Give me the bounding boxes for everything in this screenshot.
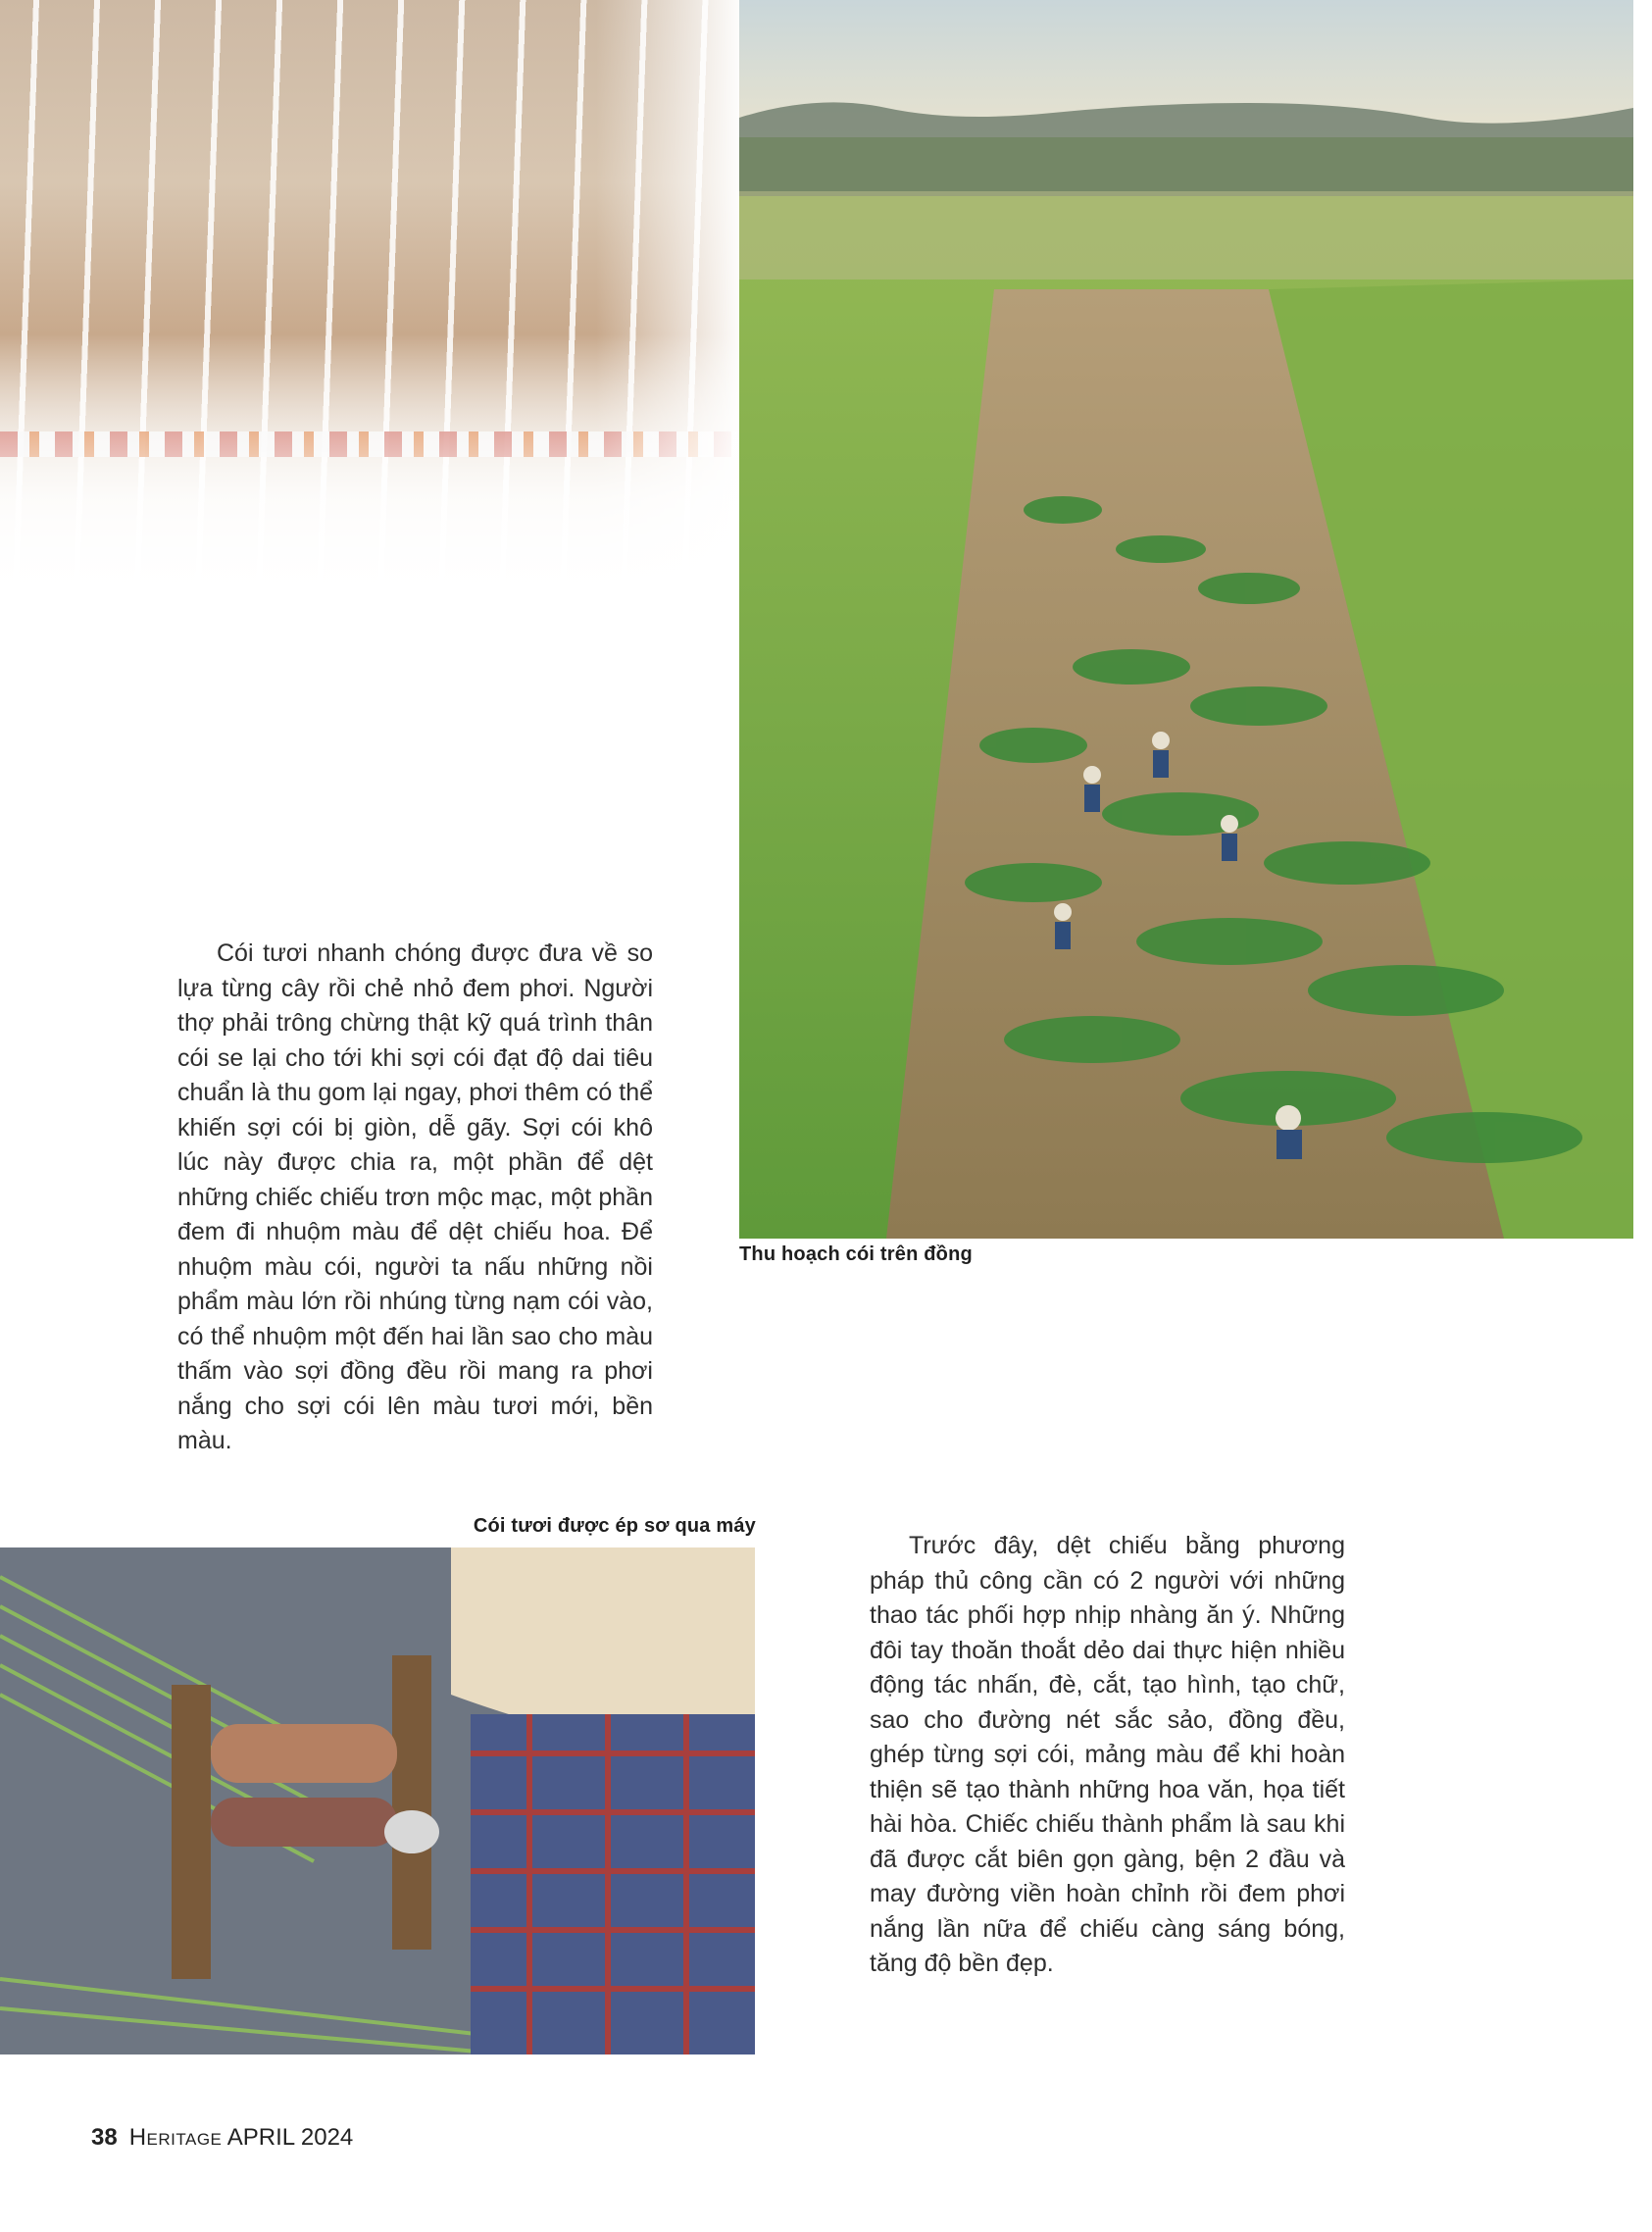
field-harvest-photo [739, 0, 1633, 1239]
field-photo-caption: Thu hoạch cói trên đồng [739, 1243, 973, 1265]
page-number: 38 [91, 2124, 118, 2151]
magazine-name: Heritage [128, 2124, 223, 2151]
issue-date: APRIL 2024 [226, 2124, 354, 2151]
press-photo-caption: Cói tươi được ép sơ qua máy [473, 1515, 756, 1537]
page-footer [91, 2124, 353, 2152]
sedge-press-photo [0, 1547, 755, 2054]
body-paragraph-2: Trước đây, dệt chiếu bằng phương pháp thủ công cần có 2 người với những thao tác phối hợp nhịp nhàng ăn ý. Những đôi tay thoăn thoắt dẻo dai thực hiện nhiều động tác nhấn, đè, cắt, tạo hình, tạo chữ, sao cho đường nét sắc sảo, đồng đều, ghép từng sợi cói, mảng màu để khi hoàn thiện sẽ tạo thành những hoa văn, họa tiết hài hòa. Chiếc chiếu thành phẩm là sau khi đã được cắt biên gọn gàng, bện 2 đầu và may đường viền hoàn chỉnh rồi đem phơi nắng lần nữa để chiếu càng sáng bóng, tăng độ bền đẹp. [870, 1532, 1345, 1977]
photo-fade-overlay [0, 0, 745, 608]
field-harvest-illustration [739, 0, 1633, 1239]
body-paragraph-1: Cói tươi nhanh chóng được đưa về so lựa từng cây rồi chẻ nhỏ đem phơi. Người thợ phải trông chừng thật kỹ quá trình thân cói se lại cho tới khi sợi cói đạt độ dai tiêu chuẩn là thu gom lại ngay, phơi thêm có thể khiến sợi cói bị giòn, dễ gãy. Sợi cói khô lúc này được chia ra, một phần để dệt những chiếc chiếu trơn mộc mạc, một phần đem đi nhuộm màu để dệt chiếu hoa. Để nhuộm màu cói, người ta nấu những nồi phẩm màu lớn rồi nhúng từng nạm cói vào, có thể nhuộm một đến hai lần sao cho màu thấm vào sợi đồng đều rồi mang ra phơi nắng cho sợi cói lên màu tươi mới, bền màu. [177, 939, 653, 1454]
loom-threads-photo [0, 0, 745, 608]
sedge-press-illustration [0, 1547, 755, 2054]
